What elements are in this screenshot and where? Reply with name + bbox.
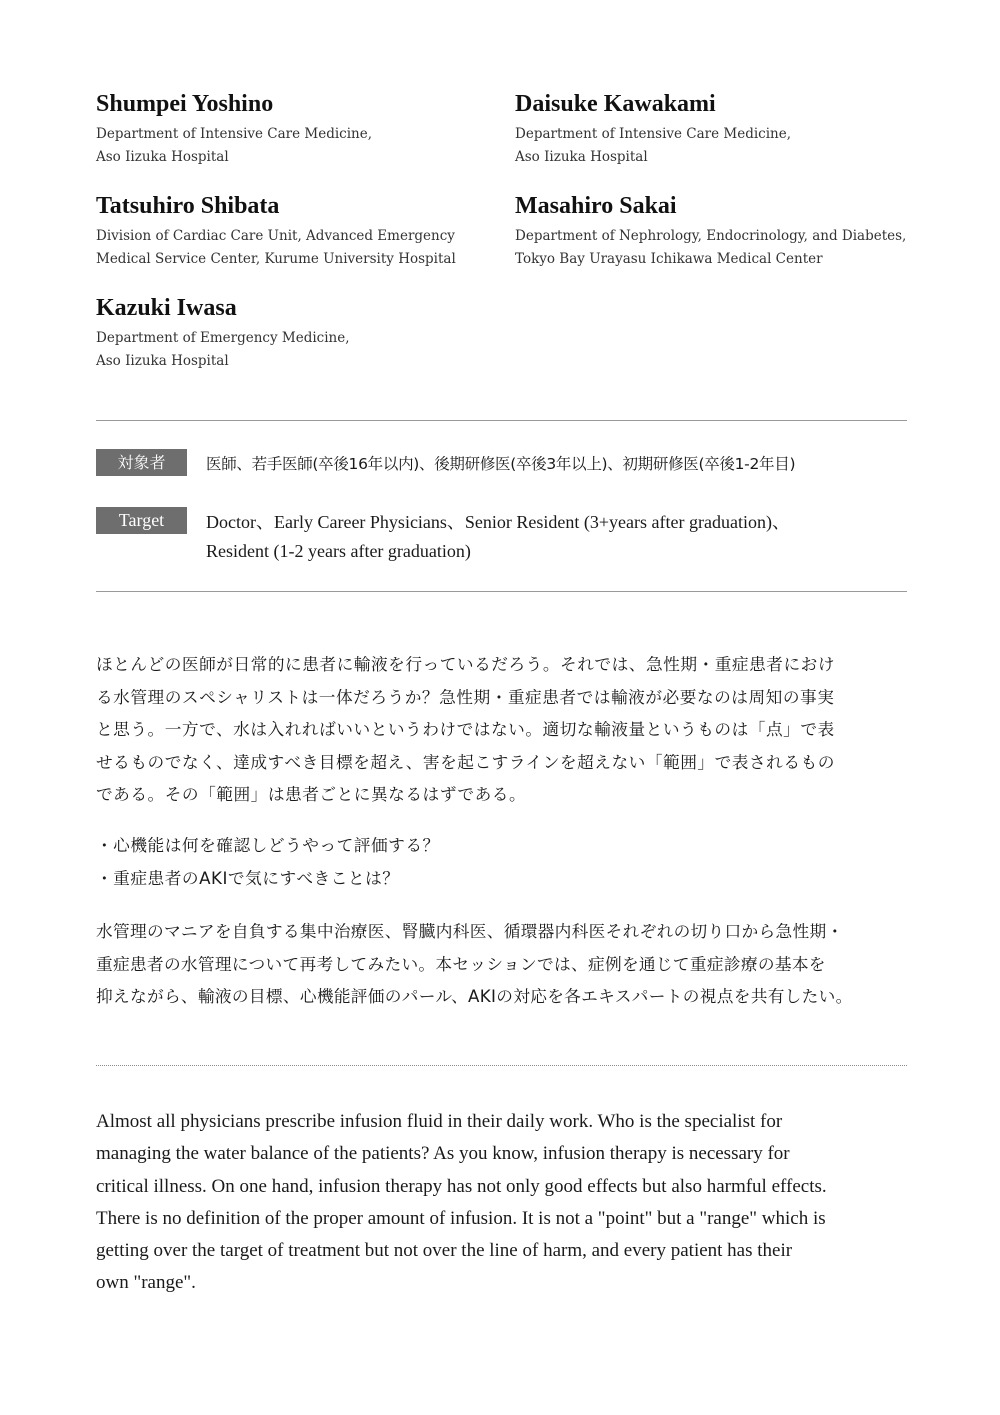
affiliation-line: Department of Nephrology, Endocrinology, and Diabetes,	[515, 228, 907, 244]
paragraph-line: 重症患者の水管理について再考してみたい。本セッションでは、症例を通じて重症診療の基本を	[96, 953, 826, 974]
target-line: Resident (1-2 years after graduation)	[206, 541, 471, 561]
section-divider	[96, 420, 907, 421]
speaker-name: Daisuke Kawakami	[515, 91, 716, 117]
speaker-card	[96, 88, 496, 169]
question-list	[96, 829, 908, 894]
target-tag-en: Target	[96, 507, 187, 534]
english-paragraph	[96, 1106, 911, 1300]
affiliation-line: Tokyo Bay Urayasu Ichikawa Medical Center	[515, 251, 823, 267]
speaker-name: Shumpei Yoshino	[96, 91, 274, 117]
affiliation-line: Department of Emergency Medicine,	[96, 330, 350, 346]
paragraph-line: There is no definition of the proper amount of infusion. It is not a "point" but a "range" which is	[96, 1207, 826, 1229]
affiliation-line: Aso Iizuka Hospital	[96, 149, 229, 165]
dotted-divider	[96, 1065, 907, 1066]
affiliation-line: Division of Cardiac Care Unit, Advanced Emergency	[96, 228, 455, 244]
paragraph-line: own "range".	[96, 1272, 196, 1294]
target-text-en	[206, 508, 911, 566]
paragraph-line: getting over the target of treatment but not over the line of harm, and every patient has their	[96, 1240, 793, 1262]
paragraph-line: せるものでなく、達成すべき目標を超え、害を起こすラインを超えない「範囲」で表されるもの	[96, 751, 835, 772]
japanese-paragraph-intro	[96, 648, 908, 811]
speaker-affiliation	[96, 225, 496, 271]
speaker-name: Masahiro Sakai	[515, 193, 677, 219]
question-item: ・重症患者のAKIで気にすべきことは？	[96, 867, 400, 888]
speaker-card	[96, 190, 496, 271]
paragraph-line: である。その「範囲」は患者ごとに異なるはずである。	[96, 784, 527, 804]
target-line: Doctor、Early Career Physicians、Senior Resident (3+years after graduation)、	[206, 512, 790, 532]
section-divider	[96, 591, 907, 592]
affiliation-line: Aso Iizuka Hospital	[515, 149, 648, 165]
speaker-affiliation	[515, 225, 915, 271]
affiliation-line: Medical Service Center, Kurume University Hospital	[96, 251, 456, 267]
speaker-affiliation	[96, 123, 496, 169]
speaker-affiliation	[96, 327, 496, 373]
speaker-name: Tatsuhiro Shibata	[96, 193, 280, 219]
paragraph-line: と思う。一方で、水は入れればいいというわけではない。適切な輸液量というものは「点」で表	[96, 719, 835, 739]
affiliation-line: Department of Intensive Care Medicine,	[96, 126, 373, 142]
paragraph-line: Almost all physicians prescribe infusion fluid in their daily work. Who is the specialist for	[96, 1111, 783, 1132]
speaker-card	[515, 190, 915, 271]
speaker-card	[515, 88, 915, 169]
affiliation-line: Department of Intensive Care Medicine,	[515, 126, 792, 142]
paragraph-line: critical illness. On one hand, infusion therapy has not only good effects but also harmful effects.	[96, 1175, 827, 1197]
paragraph-line: 抑えながら、輸液の目標、心機能評価のパール、AKIの対応を各エキスパートの視点を共有したい。	[96, 986, 853, 1006]
speaker-affiliation	[515, 123, 915, 169]
question-item: ・心機能は何を確認しどうやって評価する？	[96, 835, 440, 855]
japanese-paragraph-session	[96, 915, 908, 1013]
paragraph-line: ほとんどの医師が日常的に患者に輸液を行っているだろう。それでは、急性期・重症患者におけ	[96, 654, 836, 674]
paragraph-line: る水管理のスペシャリストは一体だろうか？急性期・重症患者では輸液が必要なのは周知の事実	[96, 686, 835, 707]
target-tag-jp: 対象者	[96, 449, 187, 476]
target-text-jp: 医師、若手医師(卒後16年以内)、後期研修医(卒後3年以上)、初期研修医(卒後1-2年目)	[206, 455, 796, 473]
paragraph-line: 水管理のマニアを自負する集中治療医、腎臓内科医、循環器内科医それぞれの切り口から急性期・	[96, 921, 844, 941]
affiliation-line: Aso Iizuka Hospital	[96, 353, 229, 369]
speaker-card	[96, 292, 496, 373]
speaker-name: Kazuki Iwasa	[96, 295, 237, 321]
paragraph-line: managing the water balance of the patients? As you know, infusion therapy is necessary for	[96, 1143, 790, 1165]
